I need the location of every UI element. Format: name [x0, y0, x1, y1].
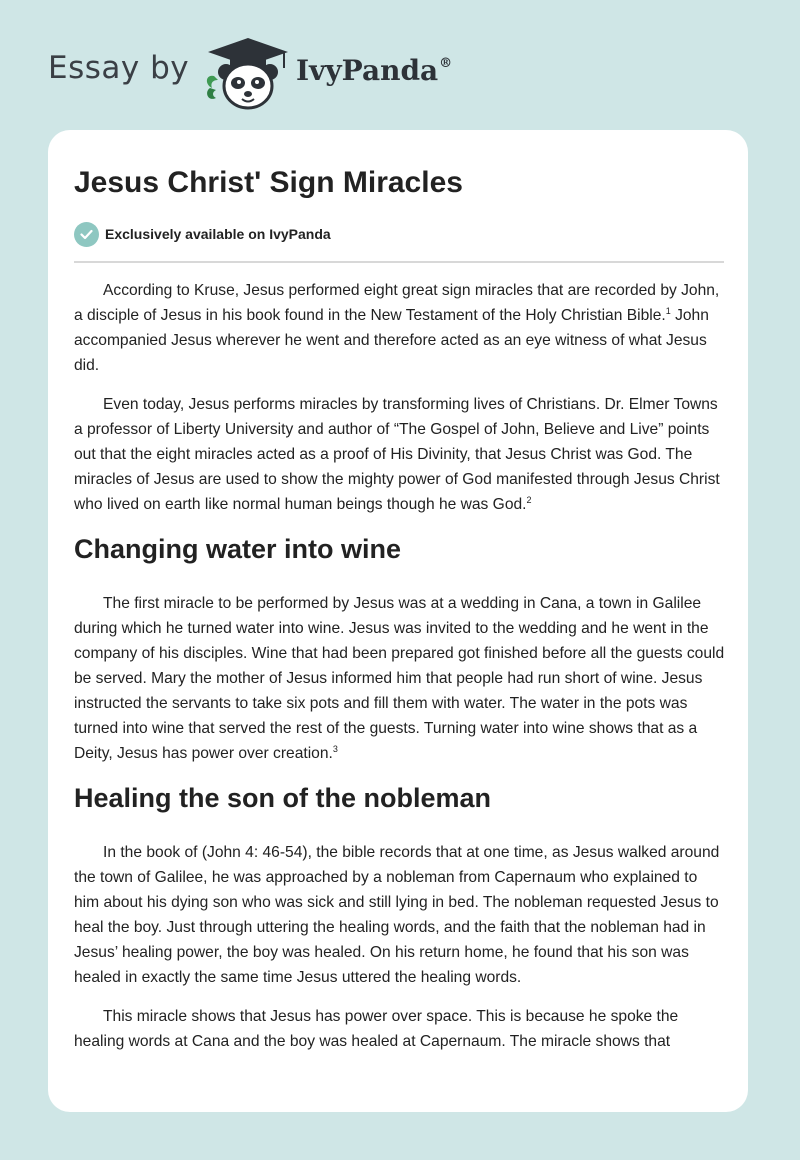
exclusive-badge [74, 221, 331, 247]
paragraph: In the book of (John 4: 46-54), the bible records that at one time, as Jesus walked around the town of Galilee, he was approached by a nobleman from Capernaum who explained to him about his dying son who was sick and still lying in bed. The nobleman requested Jesus to heal the boy. Just through uttering the healing words, and the faith that the nobleman had in Jesus’ healing power, the boy was healed. On his return home, he found that his son was healed in exactly the same time Jesus uttered the healing words. [74, 844, 720, 986]
footnote-ref[interactable]: 2 [526, 494, 532, 505]
section-heading: Healing the son of the nobleman [74, 783, 492, 813]
footnote-ref[interactable]: 1 [665, 305, 671, 316]
check-circle-icon [74, 222, 99, 247]
registered-mark: ® [439, 56, 453, 71]
essay-by-label: Essay by [48, 50, 190, 86]
panda-graduate-icon [200, 36, 296, 110]
brand-name: IvyPanda [296, 54, 439, 87]
page-title: Jesus Christ' Sign Miracles [74, 166, 463, 199]
paragraph: The first miracle to be performed by Jesus was at a wedding in Cana, a town in Galilee during which he turned water into wine. Jesus was invited to the wedding and he went in the company of his disciples. Wine that had been prepared got finished before all the guests could be served. Mary the mother of Jesus informed him that people had run short of wine. Jesus instructed the servants to take six pots and fill them with water. The water in the pots was turned into wine that served the rest of the guests. Turning water into wine shows that as a Deity, Jesus has power over creation.$^3$ [74, 595, 725, 762]
paragraph: Even today, Jesus performs miracles by transforming lives of Christians. Dr. Elmer Towns a professor of Liberty University and author of “The Gospel of John, Believe and Live” points out that the eight miracles acted as a proof of His Divinity, that Jesus Christ was God. The miracles of Jesus are used to show the mighty power of God manifested through Jesus Christ who lived on earth like normal human beings though he was God.$^2$ [74, 396, 720, 513]
title-divider [74, 261, 724, 263]
essay-body [74, 278, 726, 1068]
paragraph: According to Kruse, Jesus performed eight great sign miracles that are recorded by John, a disciple of Jesus in his book found in the New Testament of the Holy Christian Bible.$^1$ John accompanied Jesus wherever he went and therefore acted as an eye witness of what Jesus did. [74, 282, 720, 374]
exclusive-badge-label: Exclusively available on IvyPanda [105, 226, 331, 242]
paragraph: This miracle shows that Jesus has power over space. This is because he spoke the healing words at Cana and the boy was healed at Capernaum. The miracle shows that [74, 1008, 679, 1050]
section-heading: Changing water into wine [74, 534, 402, 564]
site-header [0, 0, 800, 120]
footnote-ref[interactable]: 3 [332, 743, 338, 754]
essay-card [48, 130, 748, 1112]
brand-logo-text[interactable] [296, 54, 452, 87]
